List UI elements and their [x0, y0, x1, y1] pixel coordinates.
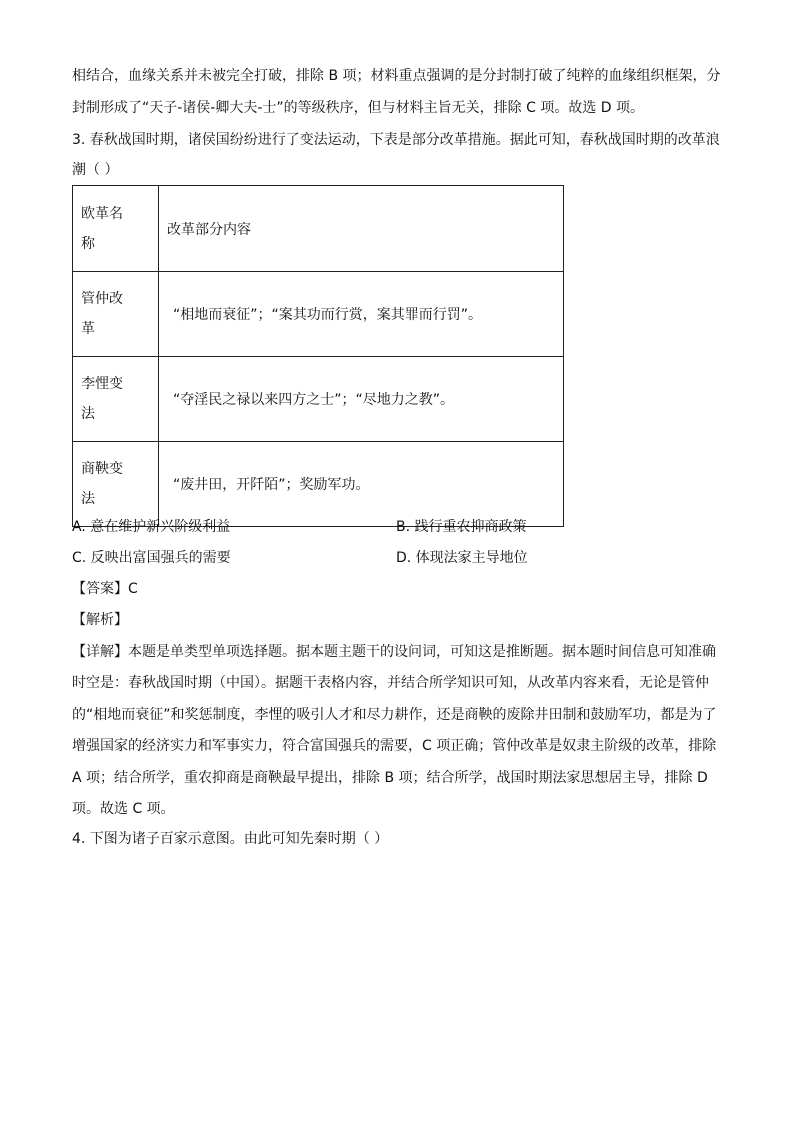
table-row: [73, 442, 564, 527]
analysis-label: 【解析】: [72, 612, 128, 628]
table-header-name: 欧革名 称: [73, 186, 159, 272]
question-stem: 潮（ ）: [72, 162, 119, 178]
table-header-content: 改革部分内容: [159, 186, 564, 272]
text-line: 封制形成了“天子-诸侯-卿大夫-士”的等级秩序，但与材料主旨无关，排除 C 项。故选 D 项。: [72, 100, 645, 116]
detail-line: A 项；结合所学，重农抑商是商鞅最早提出，排除 B 项；结合所学，战国时期法家思想居主导，排除 D: [72, 770, 708, 786]
detail-line: 项。故选 C 项。: [72, 801, 175, 817]
text-line: 相结合，血缘关系并未被完全打破，排除 B 项；材料重点强调的是分封制打破了纯粹的血缘组织框架，分: [72, 68, 721, 84]
table-row: [73, 272, 564, 357]
detail-line: 时空是：春秋战国时期（中国）。据题干表格内容，并结合所学知识可知，从改革内容来看，无论是管仲: [72, 675, 709, 691]
reform-name: 管仲改 革: [73, 272, 159, 357]
table-row: [73, 357, 564, 442]
reform-content: “夺淫民之禄以来四方之士”；“尽地力之教”。: [159, 357, 564, 442]
reform-name: 商鞅变 法: [73, 442, 159, 527]
detail-line: 的“相地而衰征”和奖惩制度，李悝的吸引人才和尽力耕作，还是商鞅的废除井田制和鼓励军功，都是为了: [72, 707, 717, 723]
question-stem: 4. 下图为诸子百家示意图。由此可知先秦时期（ ）: [72, 831, 389, 847]
option-c: C. 反映出富国强兵的需要: [72, 550, 231, 566]
reform-content: “废井田，开阡陌”；奖励军功。: [159, 442, 564, 527]
detail-line: 增强国家的经济实力和军事实力，符合富国强兵的需要，C 项正确；管仲改革是奴隶主阶级的改革，排除: [72, 738, 717, 754]
option-b: B. 践行重农抑商政策: [396, 519, 527, 535]
reform-content: “相地而衰征”；“案其功而行赏，案其罪而行罚”。: [159, 272, 564, 357]
table-header-row: [73, 186, 564, 272]
reform-table: [72, 185, 564, 527]
answer: 【答案】C: [72, 581, 138, 597]
reform-name: 李悝变 法: [73, 357, 159, 442]
question-stem: 3. 春秋战国时期，诸侯国纷纷进行了变法运动，下表是部分改革措施。据此可知，春秋战国时期的改革浪: [72, 132, 720, 148]
option-a: A. 意在维护新兴阶级利益: [72, 519, 231, 535]
detail-line: 【详解】本题是单类型单项选择题。据本题主题干的设问词，可知这是推断题。据本题时间信息可知准确: [72, 644, 716, 660]
option-d: D. 体现法家主导地位: [396, 550, 528, 566]
